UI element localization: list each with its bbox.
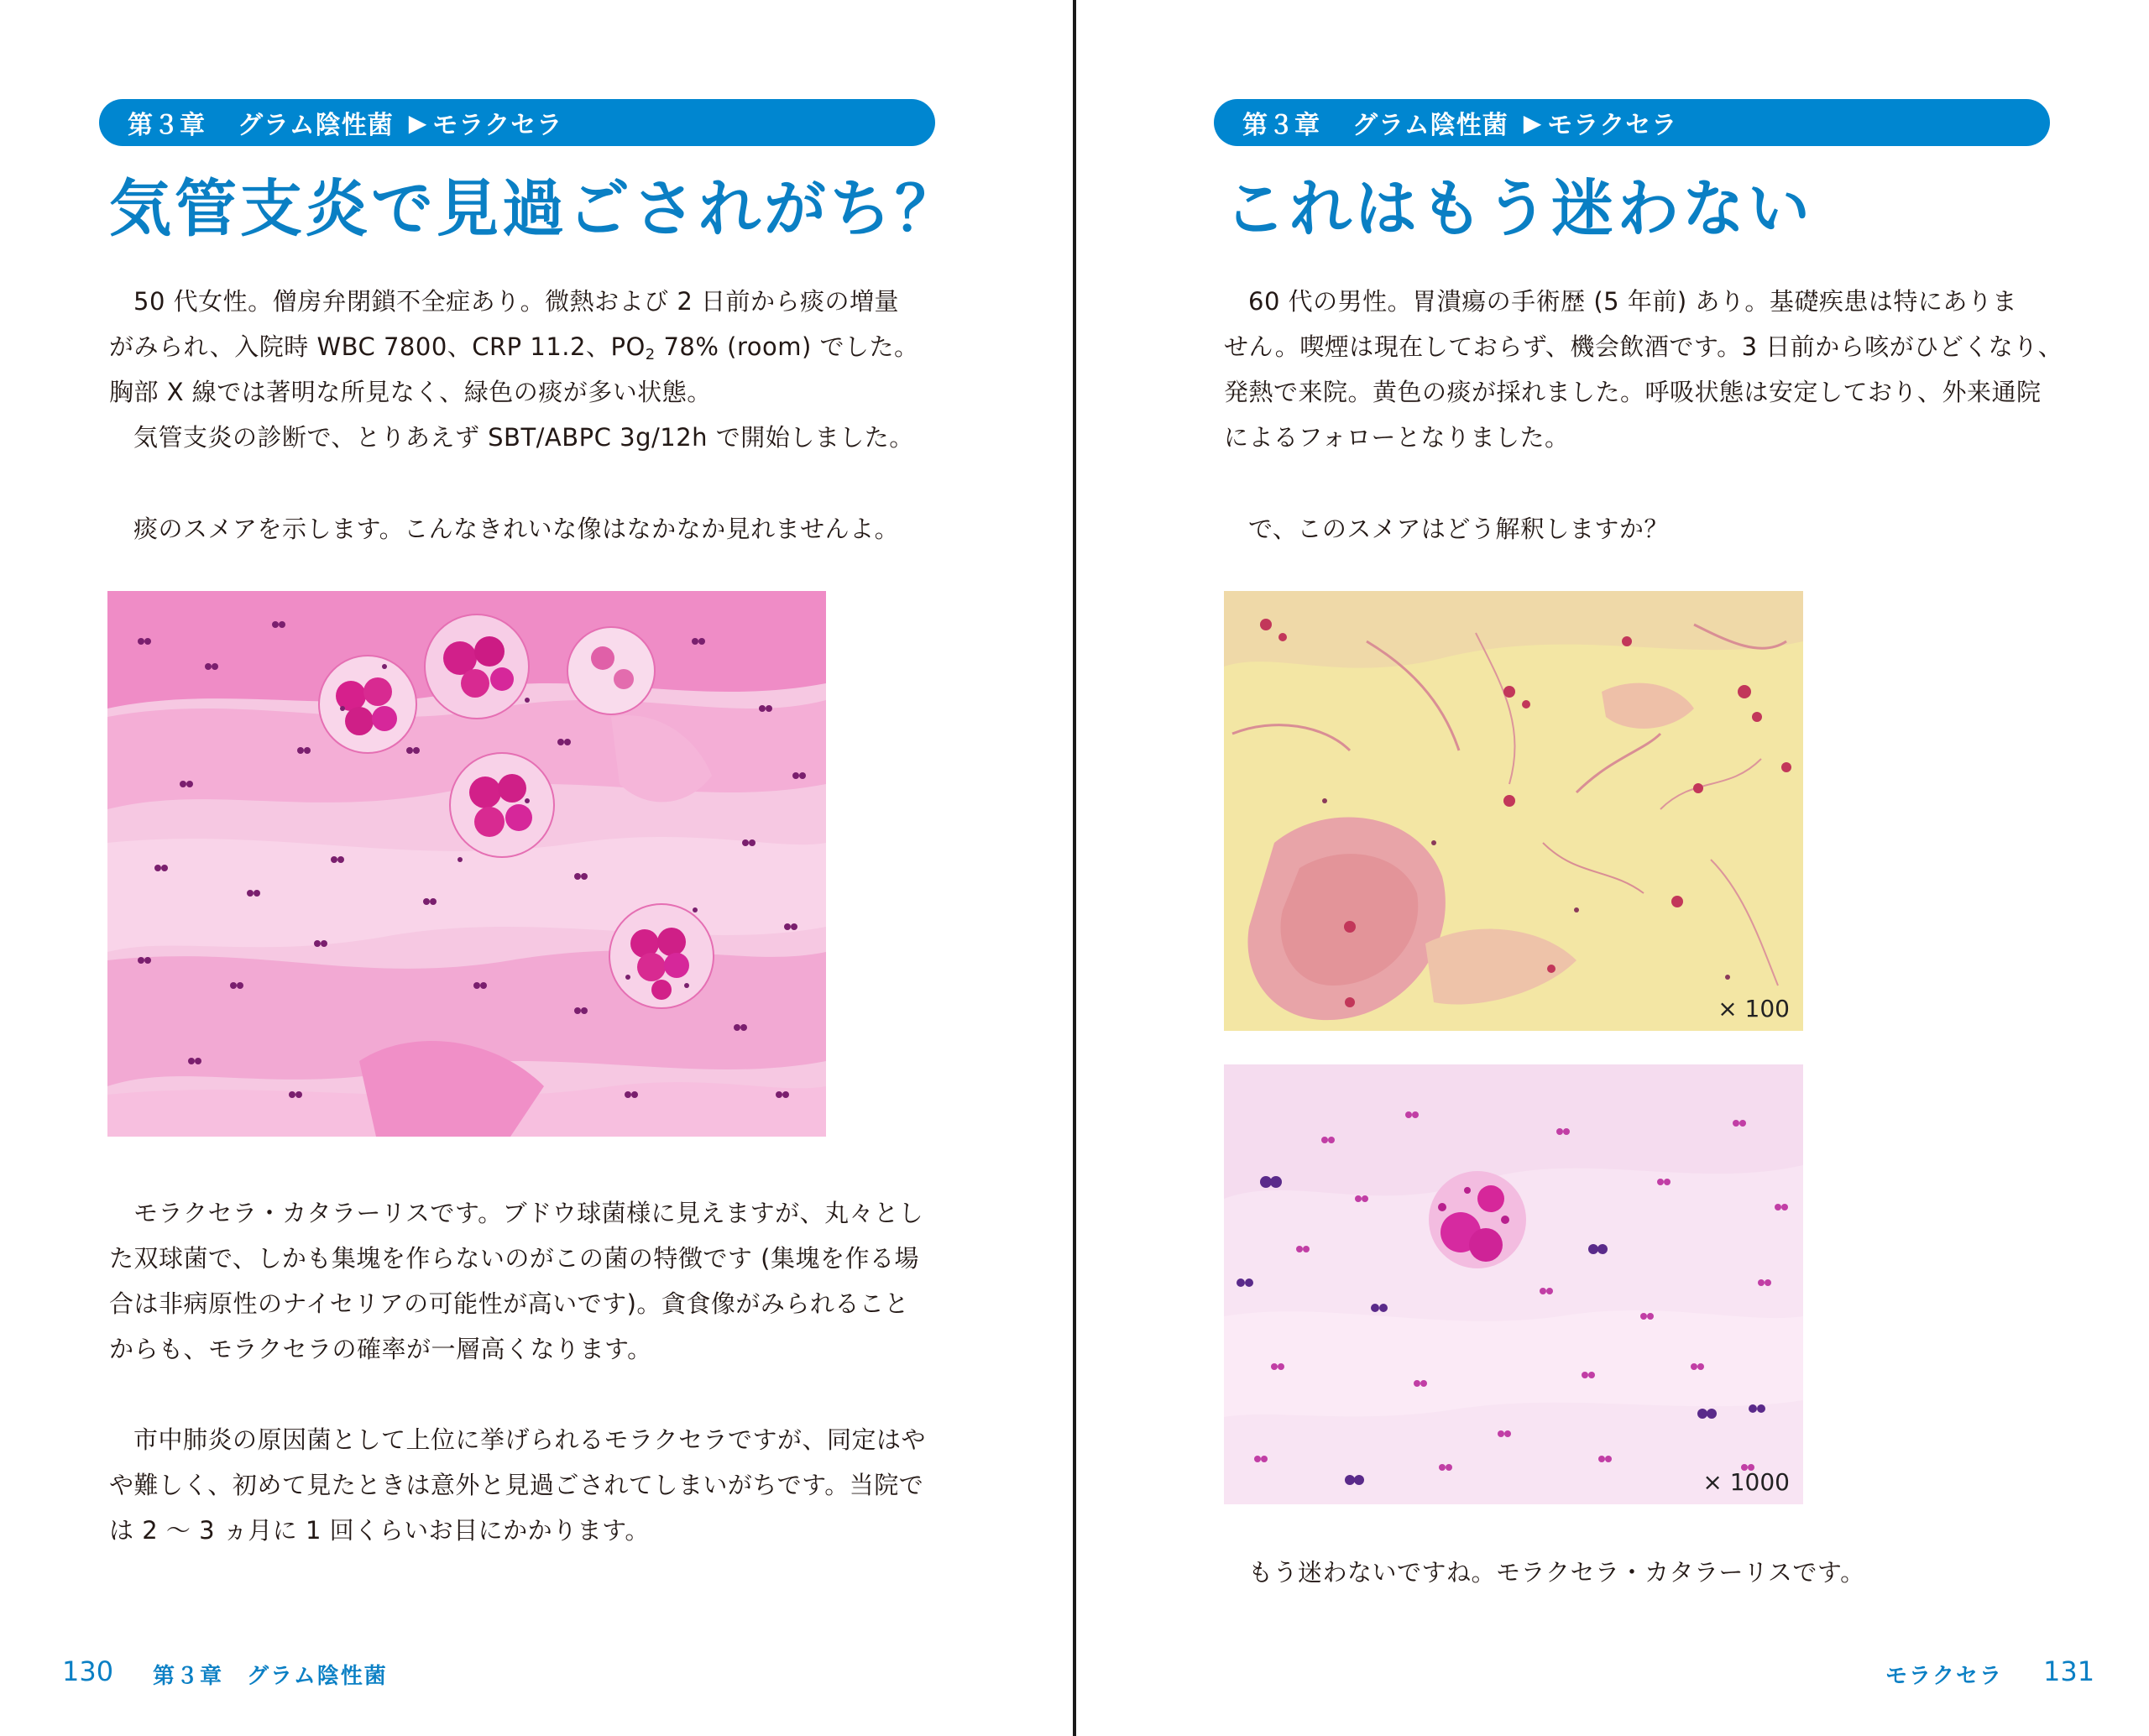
case-line: 60 代の男性。胃潰瘍の手術歴 (5 年前) あり。基礎疾患は特にありま [1248,287,2017,316]
micrograph-x100 [1224,591,1803,1031]
intro-line: 気管支炎の診断で、とりあえず SBT/ABPC 3g/12h で開始しました。 [133,423,914,452]
banner-category: グラム陰性菌 [238,111,394,140]
page-title: 気管支炎で見過ごされがち？ [109,173,960,245]
page-number: 130 [62,1655,114,1687]
case-description [1224,279,2063,460]
closing-paragraph [109,1417,949,1553]
case-intro [109,279,949,460]
triangle-arrow-icon: ▶ [1523,108,1543,137]
magnification-label: × 1000 [1702,1468,1790,1496]
explanation-paragraph [109,1190,949,1372]
page-title: これはもう迷わない [1224,173,1813,245]
gram-stain-micrograph [107,591,826,1137]
explanation-line: からも、モラクセラの確率が一層高くなります。 [109,1335,652,1363]
micrograph-x1000 [1224,1064,1803,1504]
answer: もう迷わないですね。モラクセラ・カタラーリスです。 [1248,1558,1865,1587]
closing-line: 市中肺炎の原因菌として上位に挙げられるモラクセラですが、同定はや [133,1425,927,1454]
micrograph-left-image [107,591,826,1137]
banner-category: グラム陰性菌 [1352,111,1508,140]
intro-line: 胸部 X 線では著明な所見なく、緑色の痰が多い状態。 [109,378,712,406]
banner-topic: モラクセラ [1547,111,1678,140]
case-line: によるフォローとなりました。 [1224,423,1570,452]
right-page [1076,0,2149,1736]
explanation-line: モラクセラ・カタラーリスです。ブドウ球菌様に見えますが、丸々とし [133,1199,924,1227]
chapter-banner [1214,99,2050,146]
triangle-arrow-icon: ▶ [408,108,428,137]
closing-line: は 2 〜 3 ヵ月に 1 回くらいお目にかかります。 [109,1516,650,1545]
banner-topic: モラクセラ [432,111,563,140]
micrograph-x1000-image [1224,1064,1803,1504]
intro-line: 50 代女性。僧房弁閉鎖不全症あり。微熱および 2 日前から痰の増量 [133,287,900,316]
page-number: 131 [2043,1655,2095,1687]
question: で、このスメアはどう解釈しますか？ [1248,515,1669,543]
case-line: せん。喫煙は現在しておらず、機会飲酒です。3 日前から咳がひどくなり、 [1224,332,2063,361]
explanation-line: た双球菌で、しかも集塊を作らないのがこの菌の特徴です (集塊を作る場 [109,1244,919,1273]
intro-line-lab: がみられ、入院時 WBC 7800、CRP 11.2、$PO_2$ 78% (room) でした。 [109,332,919,363]
magnification-label: × 100 [1718,995,1790,1022]
footer-topic: モラクセラ [1885,1664,2004,1689]
left-page [0,0,1073,1736]
closing-line: や難しく、初めて見たときは意外と見過ごされてしまいがちです。当院で [109,1471,924,1499]
footer-chapter: 第３章 グラム陰性菌 [153,1664,388,1689]
case-line: 発熱で来院。黄色の痰が採れました。呼吸状態は安定しており、外来通院 [1224,378,2042,406]
chapter-banner [99,99,935,146]
banner-chapter: 第３章 [128,111,206,140]
smear-intro: 痰のスメアを示します。こんなきれいな像はなかなか見れませんよ。 [133,515,900,543]
micrograph-x100-image [1224,591,1803,1031]
explanation-line: 合は非病原性のナイセリアの可能性が高いです)。貪食像がみられること [109,1289,909,1318]
banner-chapter: 第３章 [1242,111,1320,140]
